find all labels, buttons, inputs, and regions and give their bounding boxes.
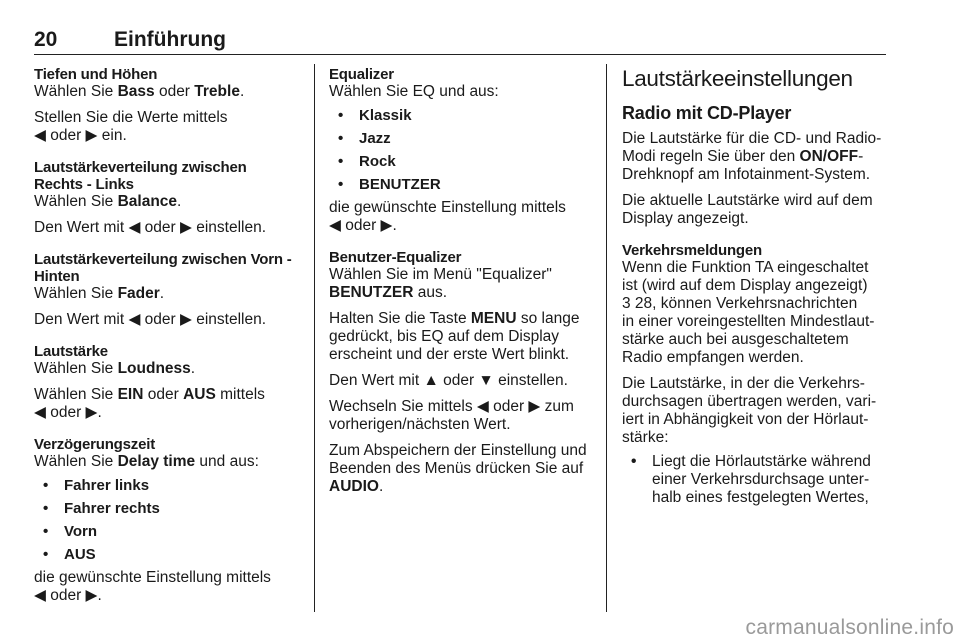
paragraph: Die Lautstärke für die CD- und Radio- Modi regeln Sie über den ON/OFF- Drehknopf am Infotainment-System. [622, 130, 882, 183]
paragraph: Die Lautstärke, in der die Verkehrs- durchsagen übertragen werden, vari- iert in Abhängigkeit von der Hörlaut- stärke: [622, 375, 877, 446]
paragraph: Wählen Sie EQ und aus: [329, 83, 499, 100]
paragraph: Wechseln Sie mittels ◀ oder ▶ zum vorherigen/nächsten Wert. [329, 398, 574, 433]
section-equalizer [329, 66, 595, 235]
paragraph: Wählen Sie Balance. [34, 193, 182, 210]
list-item: • Fahrer links [43, 477, 150, 494]
list-item: • Liegt die Hörlautstärke während einer Verkehrsdurchsage unter- halb eines festgelegten Wertes, [631, 453, 871, 506]
list-item: • Fahrer rechts [43, 500, 160, 517]
column-middle [329, 66, 595, 510]
paragraph: Stellen Sie die Werte mittels ◀ oder ▶ ein. [34, 109, 228, 144]
section-traffic [622, 242, 888, 507]
chapter-section-title: Lautstärkeeinstellungen [622, 66, 853, 91]
paragraph: Den Wert mit ▲ oder ▼ einstellen. [329, 372, 568, 389]
paragraph: Wenn die Funktion TA eingeschaltet ist (wird auf dem Display angezeigt) 3 28, können Verkehrsnachrichten in einer voreingestellten Mindestlaut- stärke auch bei ausgeschaltetem Radio empfangen werden. [622, 259, 875, 366]
section-heading: Verkehrsmeldungen [622, 242, 762, 259]
column-left [34, 66, 302, 619]
section-user-equalizer [329, 249, 595, 496]
paragraph: Wählen Sie EIN oder AUS mittels ◀ oder ▶. [34, 386, 265, 421]
paragraph: Wählen Sie Delay time und aus: [34, 453, 259, 470]
paragraph: Wählen Sie im Menü "Equalizer" BENUTZER aus. [329, 266, 552, 301]
section-fader [34, 251, 302, 329]
page-reference[interactable]: 3 28, können Verkehrsnachrichten [622, 295, 858, 312]
paragraph: Den Wert mit ◀ oder ▶ einstellen. [34, 219, 267, 236]
paragraph: Zum Abspeichern der Einstellung und Beenden des Menüs drücken Sie auf AUDIO. [329, 442, 587, 495]
option-list [34, 477, 302, 564]
column-divider [314, 64, 315, 612]
paragraph: Wählen Sie Loudness. [34, 360, 196, 377]
section-delay [34, 436, 302, 605]
column-divider [606, 64, 607, 612]
watermark: carmanualsonline.info [745, 616, 954, 639]
list-item: • Klassik [338, 107, 412, 124]
section-heading: Verzögerungszeit [34, 436, 155, 453]
paragraph: die gewünschte Einstellung mittels ◀ oder ▶. [329, 199, 566, 234]
section-tiefen-hoehen [34, 66, 302, 145]
list-item: • BENUTZER [338, 176, 441, 193]
page-number: 20 [34, 28, 58, 51]
bullet-list [622, 453, 888, 507]
list-item: • Rock [338, 153, 396, 170]
section-heading: Tiefen und Höhen [34, 66, 158, 83]
paragraph: Die aktuelle Lautstärke wird auf dem Display angezeigt. [622, 192, 873, 227]
list-item: • Vorn [43, 523, 98, 540]
section-balance [34, 159, 302, 237]
section-heading: Lautstärke [34, 343, 108, 360]
column-right [622, 66, 888, 512]
list-item: • Jazz [338, 130, 391, 147]
paragraph: Wählen Sie Bass oder Treble. [34, 83, 245, 100]
section-heading: Lautstärkeverteilung zwischen Rechts - Links [34, 159, 247, 193]
option-list [329, 107, 595, 194]
section-loudness [34, 343, 302, 422]
section-heading: Benutzer-Equalizer [329, 249, 462, 266]
section-heading: Lautstärkeverteilung zwischen Vorn - Hinten [34, 251, 292, 285]
list-item: • AUS [43, 546, 96, 563]
paragraph: Wählen Sie Fader. [34, 285, 165, 302]
paragraph: die gewünschte Einstellung mittels ◀ oder ▶. [34, 569, 271, 604]
paragraph: Halten Sie die Taste MENU so lange gedrückt, bis EQ auf dem Display erscheint und der erste Wert blinkt. [329, 310, 580, 363]
chapter-title: Einführung [114, 28, 226, 51]
page-header [34, 28, 886, 55]
section-heading: Equalizer [329, 66, 394, 83]
subsection-title: Radio mit CD-Player [622, 103, 792, 123]
paragraph: Den Wert mit ◀ oder ▶ einstellen. [34, 311, 267, 328]
